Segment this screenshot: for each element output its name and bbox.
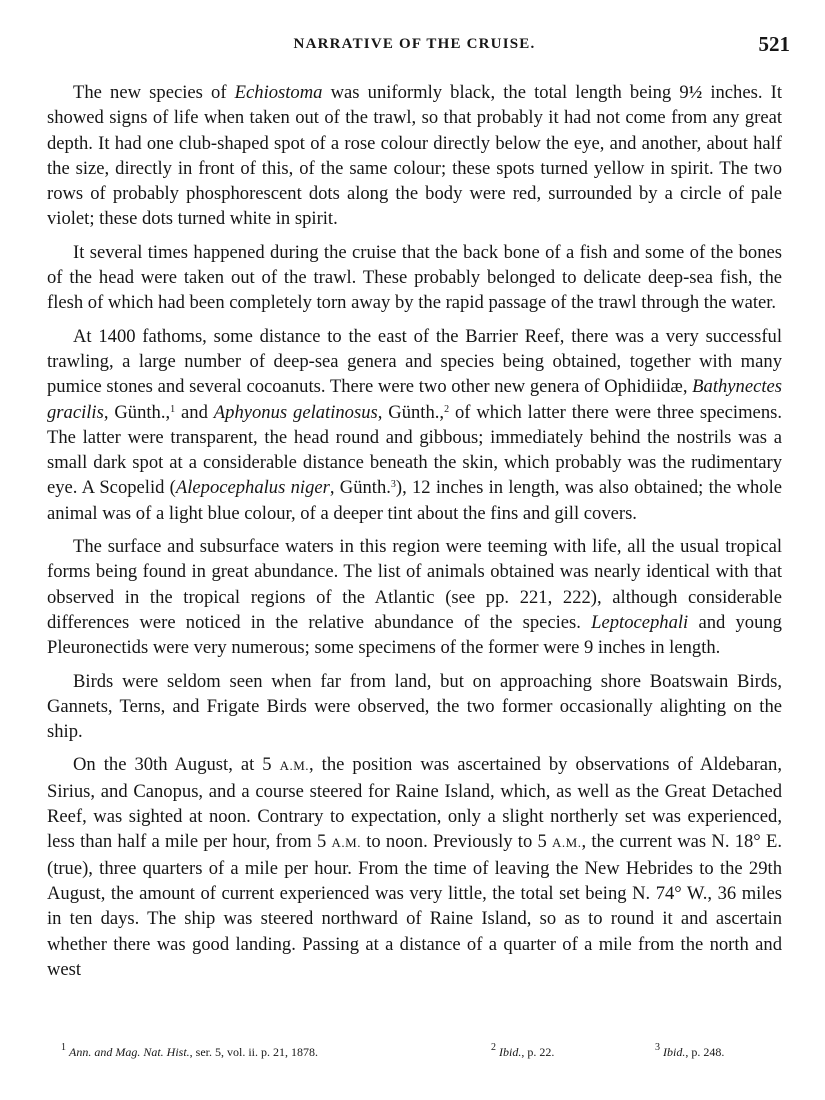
text-run: , Günth., (103, 401, 171, 423)
footnote-1 (61, 1042, 319, 1059)
footnote-citation: , p. 248. (685, 1045, 725, 1059)
paragraph-30th-august (47, 752, 782, 982)
text-run: , Günth., (377, 401, 445, 423)
time-abbrev: A.M. (279, 758, 310, 774)
text-run: At 1400 fathoms, some distance to the east of the Barrier Reef, there was a very successful trawling, a large number of deep-sea genera and species being obtained, together with many pumice stones and several cocoanuts. There were two other new genera of Ophidiidæ, (47, 325, 782, 398)
text-run: , Günth. (329, 477, 391, 499)
text-run: and (175, 401, 214, 423)
text-run: and young Pleuronectids were very numerous; some specimens of the former were 9 inches in length. (47, 611, 782, 659)
footnote-citation: , p. 22. (521, 1045, 555, 1059)
text-run: was uniformly black, the total length being 9 (322, 82, 689, 103)
footnote-source: Ibid. (499, 1045, 522, 1059)
species-name: Aphyonus gelatinosus (213, 401, 378, 423)
paragraph-surface-waters (47, 534, 782, 660)
footnote-source: Ibid. (663, 1045, 686, 1059)
body-text (47, 80, 782, 982)
footnote-ref-1[interactable]: 1 (170, 403, 176, 415)
fraction: ½ (688, 82, 703, 102)
paragraph-back-bone: It several times happened during the cruise that the back bone of a fish and some of the bones of the head were taken out of the trawl. These probably belonged to delicate deep-sea fish, the flesh of which had been completely torn away by the rapid passage of the trawl through the water. (47, 241, 782, 314)
species-name: Leptocephali (591, 611, 689, 633)
paragraph-trawling (47, 324, 782, 526)
footnote-ref-2[interactable]: 2 (444, 403, 450, 415)
time-abbrev: A.M. (331, 835, 361, 851)
species-name: Echiostoma (234, 82, 323, 103)
text-run: , the current was N. 18° E. (true), three quarters of a mile per hour. From the time of leaving the New Hebrides to the 29th August, the amount of current experienced was very little, the total set being N. 74° W., 36 miles in ten days. The ship was steered northward of Raine Island, so as to round it and ascertain whether there was good landing. Passing at a distance of a quarter of a mile from the north and west (47, 831, 782, 980)
text-run: to noon. Previously to 5 (360, 831, 553, 853)
footnote-2 (491, 1042, 555, 1059)
footnote-3 (655, 1042, 725, 1059)
paragraph-echiostoma (47, 80, 782, 232)
text-run: On the 30th August, at 5 (73, 754, 280, 776)
page (47, 30, 790, 1059)
text-run: of which latter there were three specimens. The latter were transparent, the head round and gibbous; immediately behind the nostrils was a small dark spot at a considerable distance beneath the skin, which probably was the rudimentary eye. A Scopelid ( (47, 401, 782, 499)
text-run: The surface and subsurface waters in this region were teeming with life, all the usual tropical forms being found in great abundance. The list of animals obtained was nearly identical with that observed in the tropical regions of the Atlantic (see pp. 221, 222), although considerable differences were noticed in the relative abundance of the species. (47, 536, 782, 633)
text-run: , the position was ascertained by observations of Aldebaran, Sirius, and Canopus, and a course steered for Raine Island, which, as well as the Great Detached Reef, was sighted at noon. Contrary to expectation, only a slight northerly set was experienced, less than half a mile per hour, from 5 (47, 754, 782, 853)
paragraph-birds: Birds were seldom seen when far from land, but on approaching shore Boatswain Birds, Gannets, Terns, and Frigate Birds were observed, the two former occasionally alighting on the ship. (47, 670, 782, 743)
page-header (47, 30, 790, 60)
footnote-mark: 2 (491, 1042, 496, 1053)
species-name: Bathynectes gracilis (47, 376, 782, 423)
footnote-source: Ann. and Mag. Nat. Hist. (69, 1045, 190, 1059)
page-number: 521 (758, 32, 790, 56)
footnote-citation: , ser. 5, vol. ii. p. 21, 1878. (189, 1045, 319, 1059)
time-abbrev: A.M. (552, 835, 582, 851)
footnote-mark: 3 (655, 1042, 660, 1053)
text-run: The new species of (73, 82, 235, 103)
text-run: ), 12 inches in length, was also obtained; the whole animal was of a light blue colour, of a deeper tint about the fins and gill covers. (47, 477, 782, 524)
species-name: Alepocephalus niger (175, 477, 330, 499)
footnote-mark: 1 (61, 1042, 66, 1053)
text-run: inches. It showed signs of life when taken out of the trawl, so that probably it had not come from any great depth. It had one club-shaped spot of a rose colour directly below the eye, and another, about half the size, directly in front of this, of the same colour; these spots turned yellow in spirit. The two rows of probably phosphorescent dots along the body were red, surrounded by a circle of pale violet; these dots turned white in spirit. (47, 82, 782, 230)
running-head: NARRATIVE OF THE CRUISE. (293, 36, 536, 52)
footnote-ref-3[interactable]: 3 (390, 479, 396, 491)
